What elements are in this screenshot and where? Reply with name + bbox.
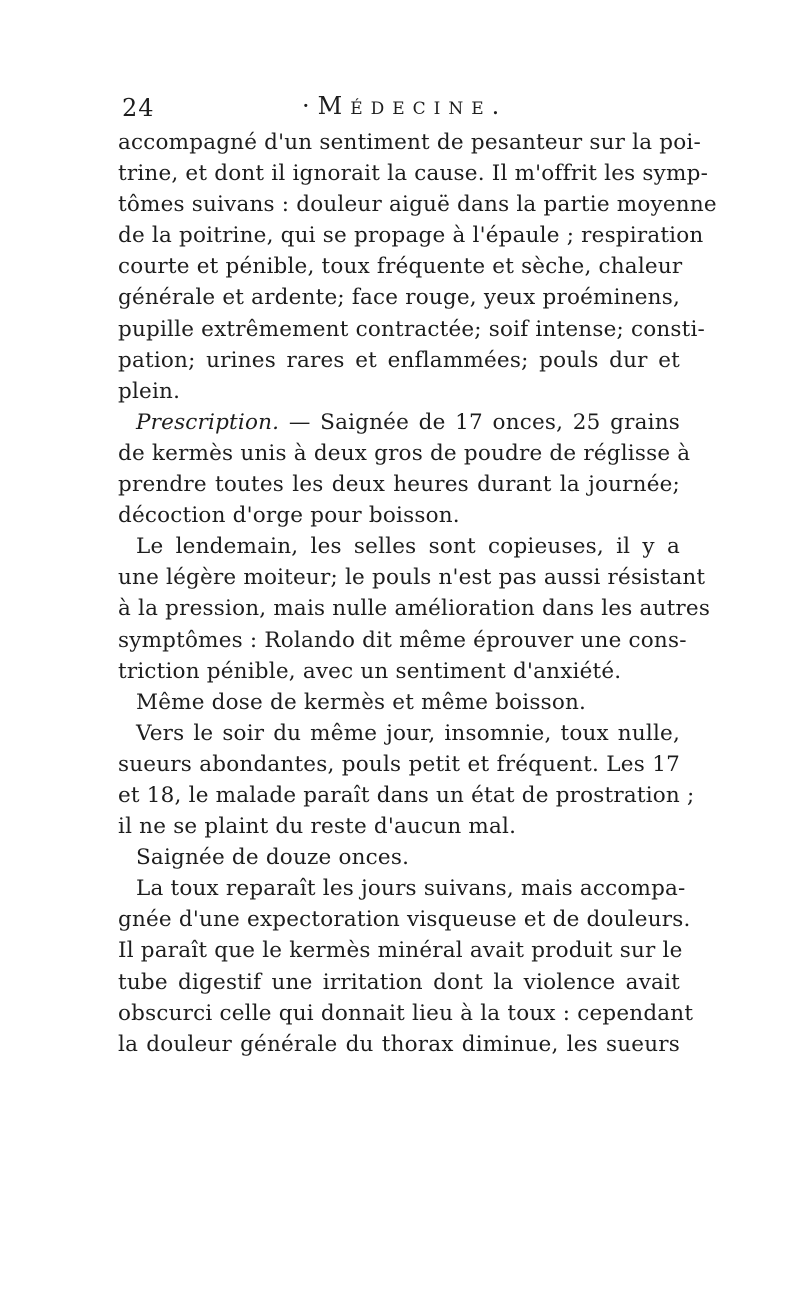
text-line: pation; urines rares et enflammées; pouls dur et: [118, 347, 680, 373]
text-line: prendre toutes les deux heures durant la journée;: [118, 472, 680, 498]
text-line: symptômes : Rolando dit même éprouver une cons-: [118, 627, 687, 653]
text-line: tube digestif une irritation dont la violence avait: [118, 969, 680, 995]
text-line: triction pénible, avec un sentiment d'anxiété.: [118, 658, 622, 684]
paragraph-prescription: [118, 407, 691, 531]
body-text: [118, 127, 717, 1060]
text-line: gnée d'une expectoration visqueuse et de douleurs.: [118, 907, 691, 933]
page-number: 24: [122, 94, 155, 122]
text-line: Le lendemain, les selles sont copieuses, il y a: [136, 534, 680, 560]
text-line: trine, et dont il ignorait la cause. Il m'offrit les symp-: [118, 161, 709, 187]
text-line: une légère moiteur; le pouls n'est pas aussi résistant: [118, 565, 706, 591]
text-line: Saignée de douze onces.: [136, 845, 410, 871]
text-line: de kermès unis à deux gros de poudre de réglisse à: [118, 440, 691, 466]
text-line: de la poitrine, qui se propage à l'épaule ; respiration: [118, 223, 704, 249]
text-line: la douleur générale du thorax diminue, les sueurs: [118, 1031, 680, 1057]
text-line: [118, 407, 680, 438]
text-line: Il paraît que le kermès minéral avait produit sur le: [118, 938, 683, 964]
paragraph-bleeding: [118, 842, 680, 873]
text-line: Vers le soir du même jour, insomnie, toux nulle,: [136, 720, 680, 746]
paragraph-symptoms: [118, 127, 717, 407]
paragraph-cough: [118, 873, 694, 1060]
text-line: tômes suivans : douleur aiguë dans la partie moyenne: [118, 192, 717, 218]
prescription-text: — Saignée de 17 onces, 25 grains: [279, 409, 680, 435]
paragraph-evening: [118, 718, 695, 842]
text-line: il ne se plaint du reste d'aucun mal.: [118, 814, 517, 840]
text-line: sueurs abondantes, pouls petit et fréquent. Les 17: [118, 751, 680, 777]
running-title: ·Médecine.: [302, 92, 508, 120]
text-line: courte et pénible, toux fréquente et sèche, chaleur: [118, 254, 683, 280]
page-header: [122, 92, 682, 132]
text-line: accompagné d'un sentiment de pesanteur sur la poi-: [118, 130, 701, 155]
paragraph-next-day: [118, 531, 711, 686]
text-line: plein.: [118, 378, 181, 404]
prescription-label: Prescription.: [136, 409, 280, 435]
text-line: obscurci celle qui donnait lieu à la toux : cependant: [118, 1000, 694, 1026]
text-line: générale et ardente; face rouge, yeux proéminens,: [118, 285, 680, 311]
paragraph-same-dose: [118, 687, 680, 718]
text-line: Même dose de kermès et même boisson.: [136, 689, 587, 715]
text-line: La toux reparaît les jours suivans, mais accompa-: [136, 876, 686, 902]
text-line: et 18, le malade paraît dans un état de prostration ;: [118, 782, 695, 808]
text-line: décoction d'orge pour boisson.: [118, 503, 460, 529]
text-line: à la pression, mais nulle amélioration dans les autres: [118, 596, 711, 622]
text-line: pupille extrêmement contractée; soif intense; consti-: [118, 316, 706, 342]
